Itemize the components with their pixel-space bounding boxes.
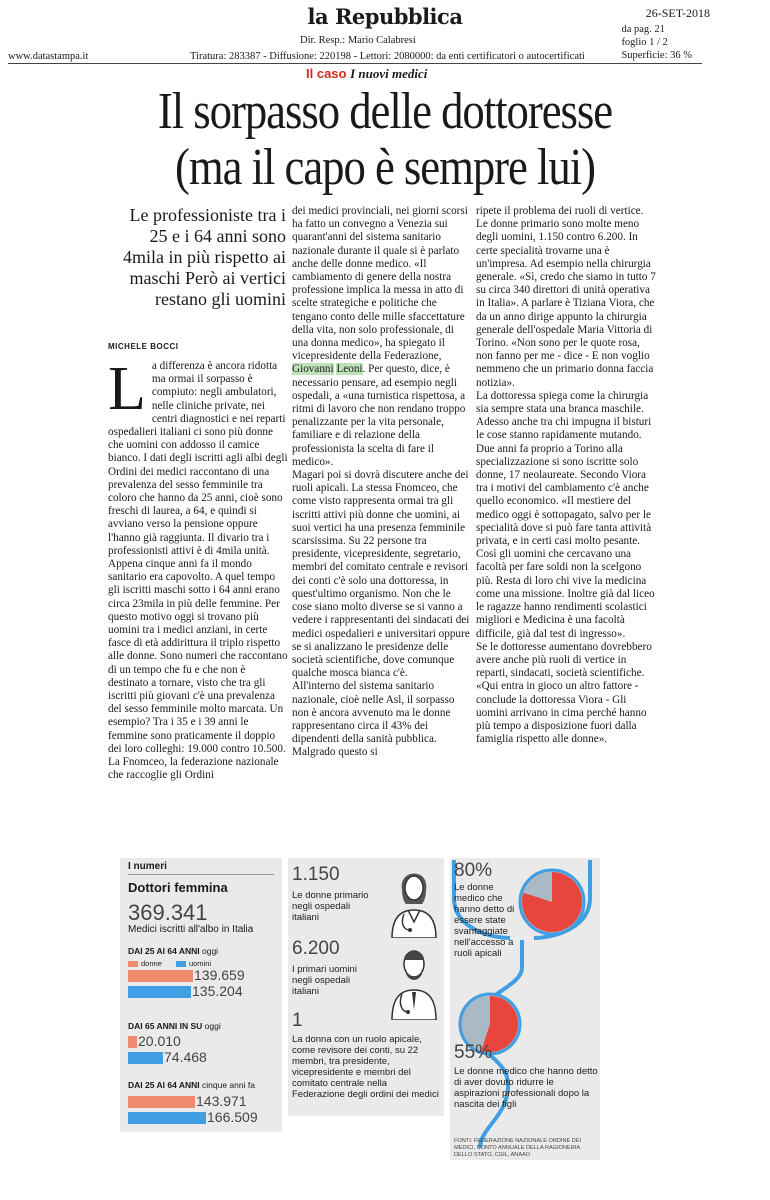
paragraph: La Fnomceo, la federazione nazionale che raccoglie gli Ordini: [108, 756, 279, 782]
stat-women-caption: Le donne primario negli ospedali italiani: [292, 890, 369, 923]
paragraph: Appena cinque anni fa il mondo sanitario era capovolto. A quel tempo gli iscritti maschi sotto i 64 anni erano circa 23mila in più delle femmine. Per questo motivo oggi si trovano più uomini tra i medici anziani, in certe fasce di età addirittura il triplo rispetto alle donne. Sono numeri che raccontano di un tempo che fu e che non è destinato a tornare, visto che tra gli iscritti più giovani c'è una prevalenza del sesso femminile molto marcata. Un esempio? Tra i 35 e i 39 anni le femmine sono praticamente il doppio dei loro colleghi: 19.000 contro 10.500.: [108, 558, 288, 755]
male-doctor-icon: [386, 940, 442, 1020]
bar-women: [128, 1096, 195, 1108]
subhead: Le professioniste tra i 25 e i 64 anni sono 4mila in più rispetto ai maschi Però ai vertici restano gli uomini: [123, 205, 286, 309]
masthead: la Repubblica: [307, 4, 463, 29]
dropcap: L: [108, 355, 146, 423]
article-column-2: [292, 205, 470, 760]
stat-men-primari: 6.200: [292, 938, 340, 959]
sheet-number: foglio 1 / 2: [621, 37, 668, 48]
sources: FONTI: FEDERAZIONE NAZIONALE ORDINE DEI MEDICI, CONTO ANNUALE DELLA RAGIONERIA DELLO STATO, CGIL, ANAAO: [454, 1138, 582, 1158]
bar-value-men: 135.204: [192, 983, 243, 999]
surface-percent: Superficie: 36 %: [621, 50, 692, 61]
byline: MICHELE BOCCI: [108, 342, 179, 351]
legend-swatch-women: [128, 961, 138, 967]
bar-value-men: 74.468: [164, 1049, 207, 1065]
numbers-panel: [120, 858, 282, 1132]
legend-men: uomini: [188, 959, 212, 968]
page-from: da pag. 21: [621, 24, 665, 35]
group-label: [128, 1021, 221, 1031]
circulation: Tiratura: 283387 - Diffusione: 220198 - Lettori: 2080000: da enti certificatori o autocertificati: [190, 51, 585, 62]
bar-men: [128, 1052, 163, 1064]
tag-divider: [128, 874, 274, 875]
headline-line-1: Il sorpasso delle dottoresse: [157, 83, 613, 140]
total-doctors: 369.341: [128, 900, 208, 925]
text-run: dei medici provinciali, nei giorni scorsi ha fatto un convegno a Venezia sui quarant'anni del sistema sanitario nazionale durante il quale si è parlato anche delle donne medico. «Il cambiamento di genere della nostra professione implica la messa in atto di scelte strategiche e politiche che tengano conto delle mille sfaccettature della vita, non solo professionale, di una donna medico», ha spiegato il vicepresidente della Federazione,: [292, 205, 468, 363]
pct-reduced-caption: Le donne medico che hanno detto di aver dovuto ridurre le aspirazioni professionali dopo la nascita dei figli: [454, 1066, 598, 1110]
headline-line-2: (ma il capo è sempre lui): [174, 139, 595, 196]
group-label: [128, 1080, 255, 1090]
page-info: [621, 23, 692, 62]
panel-title: Dottori femmina: [128, 880, 228, 895]
article-column-3: [476, 205, 656, 746]
primari-panel: [288, 858, 444, 1116]
paragraph: Magari poi si dovrà discutere anche dei ruoli apicali. La stessa Fnomceo, che come visto rappresenta ormai tra gli iscritti attivi più donne che uomini, ai suoi vertici ha una presenza femminile scarsissima. Su 22 persone tra presidente, vicepresidente, segretario, membri del comitato centrale e revisori dei conti c'è solo una dottoressa, in quest'ultimo organismo. Non che le cose siano molto diverse se si vanno a vedere i rappresentanti dei sindacati dei medici ospedalieri e universitari oppure se si analizzano le presidenze delle società scientifiche, dove comunque qualche mosca bianca c'è.: [292, 469, 470, 680]
group-label-suffix: oggi: [202, 1021, 221, 1031]
website: www.datastampa.it: [8, 51, 89, 62]
stat-men-caption: I primari uomini negli ospedali italiani: [292, 964, 357, 997]
headline: [106, 84, 665, 196]
bar-women: [128, 1036, 137, 1048]
group-label-strong: DAI 25 AI 64 ANNI: [128, 1080, 200, 1090]
pct-reduced-aspirations: 55%: [454, 1042, 493, 1063]
article-column-1: [108, 355, 288, 783]
paragraph: Se le dottoresse aumentano dovrebbero avere anche più ruoli di vertice in reparti, sindacati, società scientifiche. «Qui entra in gioco un altro fattore - conclude la dottoressa Viora - Gli uomini arrivano in cima perché hanno più tempo a disposizione fuori dalla famiglia rispetto alle donne».: [476, 640, 652, 746]
infographic-tag: I numeri: [128, 861, 167, 872]
group-label-suffix: cinque anni fa: [199, 1080, 255, 1090]
pct-disadvantaged: 80%: [454, 860, 493, 881]
group-label-suffix: oggi: [199, 946, 219, 956]
text-run: . Per questo, dice, è necessario pensare, ad esempio negli ospedali, a «una turnistica rispettosa, a ritmi di lavoro che non rendano troppo penalizzante per la vita personale, familiare e di relazione della professionista la scelta di fare il medico».: [292, 363, 466, 468]
female-doctor-icon: [386, 860, 442, 938]
bar-value-men: 166.509: [207, 1109, 258, 1125]
kicker: [306, 66, 427, 82]
highlighted-name: Giovanni: [292, 363, 334, 376]
group-label: [128, 946, 218, 956]
bar-value-women: 143.971: [196, 1093, 247, 1109]
total-caption: Medici iscritti all'albo in Italia: [128, 924, 254, 935]
legend-swatch-men: [176, 961, 186, 967]
pct-disadvantaged-caption: Le donne medico che hanno detto di essere state svantaggiate nell'accesso a ruoli apicali: [454, 882, 515, 959]
paragraph: ripete il problema dei ruoli di vertice. Le donne primario sono molte meno degli uomini, 1.150 contro 6.200. In certe specialità trovarne una è un'impresa. Ad esempio nella chirurgia generale. «Sì, credo che siamo in tutto 7 su circa 340 direttori di unità operativa in Italia». A parlare è Tiziana Viora, che da un anno dirige appunto la chirurgia generale dell'ospedale Maria Vittoria di Torino. «Non sono per le quote rosa, non fanno per me - dice - E non voglio nemmeno che un primario donna faccia notizia».: [476, 205, 656, 389]
bar-value-women: 139.659: [194, 967, 245, 983]
paragraph: All'interno del sistema sanitario nazionale, cioè nelle Asl, il sorpasso non è ancora avvenuto ma le donne rappresentano circa il 43% dei dipendenti della sanità pubblica. Malgrado questo si: [292, 680, 455, 759]
paragraph: a differenza è ancora ridotta ma ormai il sorpasso è compiuto: negli ambulatori, nelle cliniche private, nei centri diagnostici e nei reparti ospedalieri italiani ci sono più donne che uomini con addosso il camice bianco. I dati degli iscritti agli albi degli Ordini dei medici raccontano di una prevalenza del sesso femminile tra coloro che hanno da 25 anni, cioè sono freschi di laurea, a 64, e quindi si avviano verso la pensione oppure l'hanno già raggiunta. Il divario tra i professionisti attivi è di 4mila unità.: [108, 360, 288, 557]
stat-apical-caption: La donna con un ruolo apicale, come revisore dei conti, su 22 membri, tra presidente, vicepresidente e membri del comitato centrale nella Federazione degli ordini dei medici: [292, 1034, 439, 1100]
bar-men: [128, 986, 191, 998]
group-label-strong: DAI 25 AI 64 ANNI: [128, 946, 200, 956]
stat-women-primari: 1.150: [292, 864, 340, 885]
kicker-section: I nuovi medici: [350, 66, 428, 81]
highlighted-name: Leoni: [336, 363, 363, 376]
bar-women: [128, 970, 193, 982]
publication-date: 26-SET-2018: [645, 6, 710, 20]
kicker-label: Il caso: [306, 66, 347, 81]
header-divider: [8, 63, 702, 64]
bar-men: [128, 1112, 206, 1124]
paragraph: [292, 205, 470, 469]
bar-value-women: 20.010: [138, 1033, 181, 1049]
director: Dir. Resp.: Mario Calabresi: [300, 35, 416, 46]
stat-apical-woman: 1: [292, 1010, 303, 1031]
paragraph: La dottoressa spiega come la chirurgia sia sempre stata una branca maschile. Adesso anche tra chi impugna il bisturi le cose stanno rapidamente mutando. Due anni fa proprio a Torino alla specializzazione si sono iscritte solo donne, 17 neolaureate. Secondo Viora tra i motivi del cambiamento c'è anche quello economico. «Il mestiere del medico oggi è sottopagato, salvo per le specialità dove si può fare tanta attività privata, e in certi casi molto pesante. Così gli uomini che cercavano una facoltà per fare soldi non la scelgono più. Resta di loro chi vive la medicina come una missione. Inoltre già dal liceo le ragazze hanno rendimenti scolastici migliori e Medicina è una facoltà difficile, già dal test di ingresso».: [476, 389, 655, 640]
survey-panel: [450, 858, 600, 1160]
legend-women: donne: [141, 959, 162, 968]
group-label-strong: DAI 65 ANNI IN SU: [128, 1021, 203, 1031]
